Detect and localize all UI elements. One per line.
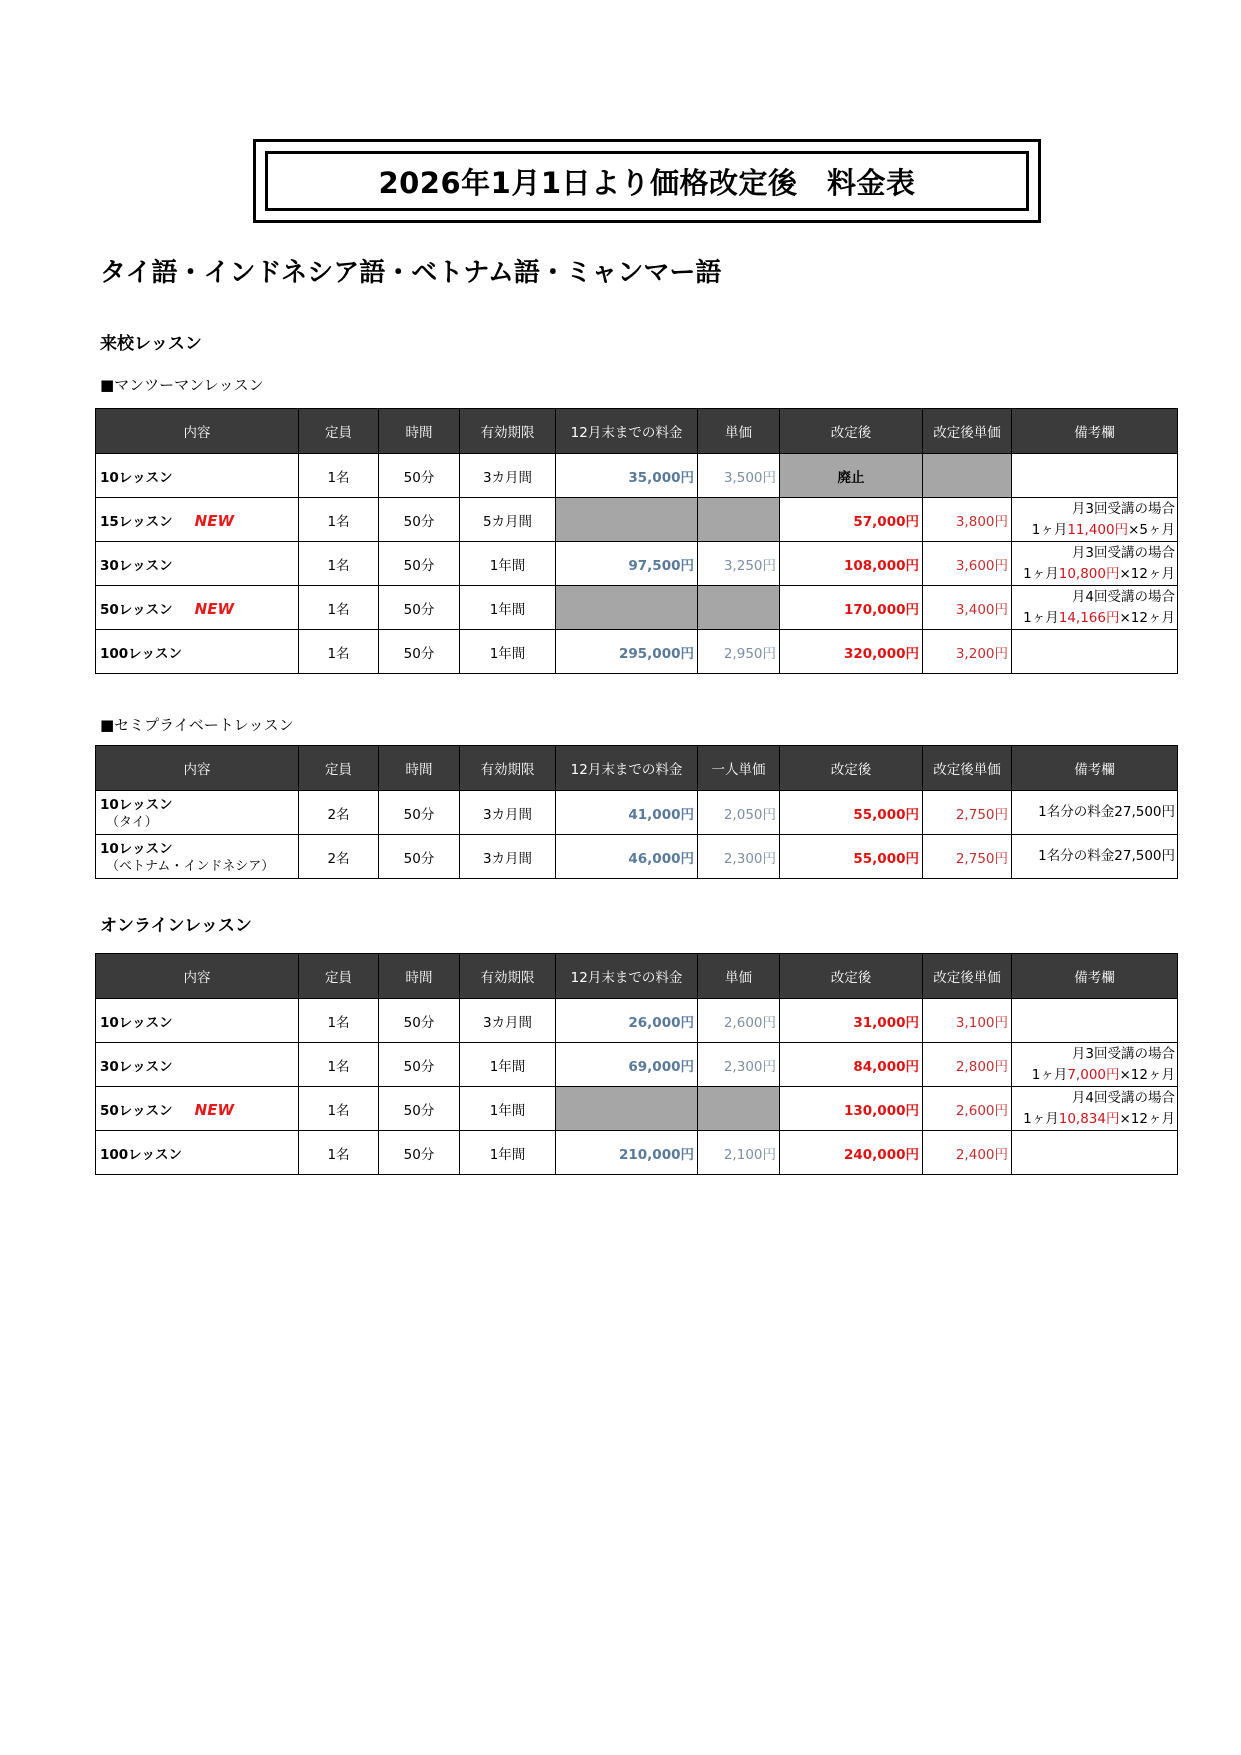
note-monthly-amount: 7,000円 xyxy=(1067,1066,1120,1083)
header-time: 時間 xyxy=(379,409,460,454)
capacity-cell: 1名 xyxy=(299,1087,379,1131)
old-unit-cell: 2,600円 xyxy=(698,999,780,1043)
subsection-heading-one-on-one: ■マンツーマンレッスン xyxy=(100,376,264,394)
note-suffix: ×12ヶ月 xyxy=(1119,565,1175,582)
new-unit-cell: 3,200円 xyxy=(923,630,1012,674)
table-row xyxy=(96,1131,1178,1175)
section-heading-in-school: 来校レッスン xyxy=(100,334,202,354)
header-content: 内容 xyxy=(96,746,299,791)
new-price-cell: 55,000円 xyxy=(780,835,923,879)
validity-cell: 5カ月間 xyxy=(460,498,556,542)
new-unit-cell: 2,800円 xyxy=(923,1043,1012,1087)
lesson-name: 15レッスン xyxy=(100,513,173,530)
table-header-row xyxy=(96,954,1178,999)
note-cell: 1名分の料金27,500円 xyxy=(1012,791,1178,835)
time-cell: 50分 xyxy=(379,999,460,1043)
old-price-cell: 26,000円 xyxy=(556,999,698,1043)
table-header-row xyxy=(96,746,1178,791)
title-box xyxy=(253,139,1041,223)
note-line2 xyxy=(1015,564,1175,585)
lesson-name-cell xyxy=(96,1131,299,1175)
table-row xyxy=(96,454,1178,498)
header-capacity: 定員 xyxy=(299,746,379,791)
new-unit-cell: 2,600円 xyxy=(923,1087,1012,1131)
header-time: 時間 xyxy=(379,954,460,999)
old-price-cell: 35,000円 xyxy=(556,454,698,498)
empty-shaded-cell xyxy=(698,498,780,542)
validity-cell: 3カ月間 xyxy=(460,999,556,1043)
lesson-name: 50レッスン xyxy=(100,601,173,618)
header-old-price: 12月末までの料金 xyxy=(556,746,698,791)
lesson-name-cell xyxy=(96,586,299,630)
old-unit-cell: 3,500円 xyxy=(698,454,780,498)
lesson-name-cell xyxy=(96,498,299,542)
old-price-cell: 46,000円 xyxy=(556,835,698,879)
time-cell: 50分 xyxy=(379,454,460,498)
lesson-name-cell xyxy=(96,1087,299,1131)
header-notes: 備考欄 xyxy=(1012,746,1178,791)
header-per-person-unit: 一人単価 xyxy=(698,746,780,791)
new-price-cell: 320,000円 xyxy=(780,630,923,674)
old-price-cell: 210,000円 xyxy=(556,1131,698,1175)
new-price-cell: 170,000円 xyxy=(780,586,923,630)
header-new-price: 改定後 xyxy=(780,409,923,454)
header-new-unit: 改定後単価 xyxy=(923,409,1012,454)
note-monthly-amount: 10,834円 xyxy=(1058,1110,1120,1127)
new-unit-cell: 2,750円 xyxy=(923,791,1012,835)
new-badge: NEW xyxy=(194,599,235,618)
header-capacity: 定員 xyxy=(299,954,379,999)
note-line2 xyxy=(1015,520,1175,541)
note-line1: 月3回受講の場合 xyxy=(1071,1045,1175,1062)
note-suffix: ×12ヶ月 xyxy=(1119,1110,1175,1127)
new-price-cell: 108,000円 xyxy=(780,542,923,586)
lesson-name: 10レッスン xyxy=(100,469,173,486)
lesson-name: 10レッスン xyxy=(100,840,173,857)
old-unit-cell: 2,300円 xyxy=(698,835,780,879)
new-unit-cell: 2,400円 xyxy=(923,1131,1012,1175)
capacity-cell: 1名 xyxy=(299,586,379,630)
subsection-heading-semi-private: ■セミプライベートレッスン xyxy=(100,716,294,734)
language-heading: タイ語・インドネシア語・ベトナム語・ミャンマー語 xyxy=(100,258,722,288)
note-monthly-amount: 14,166円 xyxy=(1058,609,1120,626)
header-content: 内容 xyxy=(96,409,299,454)
note-line2 xyxy=(1015,1109,1175,1130)
one-on-one-price-table xyxy=(95,408,1178,674)
old-unit-cell: 2,950円 xyxy=(698,630,780,674)
note-cell xyxy=(1012,630,1178,674)
table-row xyxy=(96,542,1178,586)
note-cell xyxy=(1012,1131,1178,1175)
new-price-cell: 55,000円 xyxy=(780,791,923,835)
note-line1: 月4回受講の場合 xyxy=(1071,1089,1175,1106)
capacity-cell: 1名 xyxy=(299,454,379,498)
empty-shaded-cell xyxy=(698,1087,780,1131)
title-inner-frame xyxy=(265,151,1029,211)
lesson-name: 50レッスン xyxy=(100,1102,173,1119)
header-new-unit: 改定後単価 xyxy=(923,954,1012,999)
lesson-name: 10レッスン xyxy=(100,796,173,813)
lesson-name-cell xyxy=(96,1043,299,1087)
new-unit-cell: 3,400円 xyxy=(923,586,1012,630)
note-prefix: 1ヶ月 xyxy=(1031,1066,1068,1083)
time-cell: 50分 xyxy=(379,1087,460,1131)
note-monthly-amount: 10,800円 xyxy=(1058,565,1120,582)
empty-shaded-cell xyxy=(556,586,698,630)
note-suffix: ×5ヶ月 xyxy=(1128,521,1175,538)
header-old-unit: 単価 xyxy=(698,954,780,999)
note-line1: 月4回受講の場合 xyxy=(1071,588,1175,605)
lesson-language: （タイ） xyxy=(106,814,158,830)
new-unit-cell: 2,750円 xyxy=(923,835,1012,879)
time-cell: 50分 xyxy=(379,498,460,542)
note-line2 xyxy=(1015,1065,1175,1086)
note-prefix: 1ヶ月 xyxy=(1023,609,1059,626)
note-prefix: 1ヶ月 xyxy=(1023,1110,1059,1127)
header-new-unit: 改定後単価 xyxy=(923,746,1012,791)
table-row xyxy=(96,1043,1178,1087)
note-prefix: 1ヶ月 xyxy=(1023,565,1059,582)
validity-cell: 1年間 xyxy=(460,1087,556,1131)
lesson-name: 100レッスン xyxy=(100,645,183,662)
header-notes: 備考欄 xyxy=(1012,409,1178,454)
lesson-language: （ベトナム・インドネシア） xyxy=(106,858,275,874)
capacity-cell: 1名 xyxy=(299,999,379,1043)
header-validity: 有効期限 xyxy=(460,409,556,454)
old-price-cell: 295,000円 xyxy=(556,630,698,674)
old-price-cell: 97,500円 xyxy=(556,542,698,586)
note-cell xyxy=(1012,542,1178,586)
header-notes: 備考欄 xyxy=(1012,954,1178,999)
table-row xyxy=(96,1087,1178,1131)
old-price-cell: 41,000円 xyxy=(556,791,698,835)
validity-cell: 1年間 xyxy=(460,1131,556,1175)
note-prefix: 1ヶ月 xyxy=(1031,521,1068,538)
note-cell xyxy=(1012,1087,1178,1131)
validity-cell: 3カ月間 xyxy=(460,835,556,879)
capacity-cell: 2名 xyxy=(299,835,379,879)
lesson-name-cell xyxy=(96,791,299,835)
table-row xyxy=(96,999,1178,1043)
time-cell: 50分 xyxy=(379,835,460,879)
new-price-cell: 240,000円 xyxy=(780,1131,923,1175)
semi-private-price-table xyxy=(95,745,1178,879)
empty-shaded-cell xyxy=(556,1087,698,1131)
abolished-cell: 廃止 xyxy=(780,454,923,498)
capacity-cell: 1名 xyxy=(299,498,379,542)
note-cell xyxy=(1012,1043,1178,1087)
header-validity: 有効期限 xyxy=(460,954,556,999)
old-unit-cell: 2,050円 xyxy=(698,791,780,835)
lesson-name-cell xyxy=(96,630,299,674)
note-cell xyxy=(1012,498,1178,542)
new-badge: NEW xyxy=(194,511,235,530)
header-old-unit: 単価 xyxy=(698,409,780,454)
table-row xyxy=(96,835,1178,879)
new-price-cell: 57,000円 xyxy=(780,498,923,542)
online-price-table xyxy=(95,953,1178,1175)
note-line1: 月3回受講の場合 xyxy=(1071,500,1175,517)
capacity-cell: 1名 xyxy=(299,542,379,586)
time-cell: 50分 xyxy=(379,542,460,586)
time-cell: 50分 xyxy=(379,586,460,630)
header-validity: 有効期限 xyxy=(460,746,556,791)
header-time: 時間 xyxy=(379,746,460,791)
validity-cell: 1年間 xyxy=(460,630,556,674)
time-cell: 50分 xyxy=(379,630,460,674)
table-header-row xyxy=(96,409,1178,454)
empty-shaded-cell xyxy=(923,454,1012,498)
table-row xyxy=(96,498,1178,542)
new-price-cell: 31,000円 xyxy=(780,999,923,1043)
note-cell xyxy=(1012,586,1178,630)
note-suffix: ×12ヶ月 xyxy=(1119,609,1175,626)
section-heading-online: オンラインレッスン xyxy=(100,916,252,936)
header-new-price: 改定後 xyxy=(780,954,923,999)
capacity-cell: 1名 xyxy=(299,630,379,674)
header-old-price: 12月末までの料金 xyxy=(556,409,698,454)
validity-cell: 1年間 xyxy=(460,586,556,630)
capacity-cell: 1名 xyxy=(299,1043,379,1087)
validity-cell: 1年間 xyxy=(460,1043,556,1087)
validity-cell: 3カ月間 xyxy=(460,454,556,498)
new-unit-cell: 3,100円 xyxy=(923,999,1012,1043)
page-title: 2026年1月1日より価格改定後 料金表 xyxy=(378,165,916,200)
lesson-name: 100レッスン xyxy=(100,1146,183,1163)
time-cell: 50分 xyxy=(379,1043,460,1087)
new-price-cell: 84,000円 xyxy=(780,1043,923,1087)
note-line1: 月3回受講の場合 xyxy=(1071,544,1175,561)
header-old-price: 12月末までの料金 xyxy=(556,954,698,999)
note-cell xyxy=(1012,454,1178,498)
header-content: 内容 xyxy=(96,954,299,999)
capacity-cell: 2名 xyxy=(299,791,379,835)
old-price-cell: 69,000円 xyxy=(556,1043,698,1087)
new-price-cell: 130,000円 xyxy=(780,1087,923,1131)
lesson-name: 30レッスン xyxy=(100,557,173,574)
validity-cell: 3カ月間 xyxy=(460,791,556,835)
old-unit-cell: 2,100円 xyxy=(698,1131,780,1175)
validity-cell: 1年間 xyxy=(460,542,556,586)
note-suffix: ×12ヶ月 xyxy=(1119,1066,1175,1083)
new-badge: NEW xyxy=(194,1100,235,1119)
lesson-name-cell xyxy=(96,542,299,586)
time-cell: 50分 xyxy=(379,791,460,835)
lesson-name-cell xyxy=(96,835,299,879)
note-line2 xyxy=(1015,608,1175,629)
lesson-name: 30レッスン xyxy=(100,1058,173,1075)
old-unit-cell: 2,300円 xyxy=(698,1043,780,1087)
header-new-price: 改定後 xyxy=(780,746,923,791)
capacity-cell: 1名 xyxy=(299,1131,379,1175)
table-row xyxy=(96,630,1178,674)
lesson-name: 10レッスン xyxy=(100,1014,173,1031)
new-unit-cell: 3,800円 xyxy=(923,498,1012,542)
note-cell: 1名分の料金27,500円 xyxy=(1012,835,1178,879)
lesson-name-cell xyxy=(96,999,299,1043)
table-row xyxy=(96,586,1178,630)
lesson-name-cell xyxy=(96,454,299,498)
header-capacity: 定員 xyxy=(299,409,379,454)
empty-shaded-cell xyxy=(698,586,780,630)
empty-shaded-cell xyxy=(556,498,698,542)
table-row xyxy=(96,791,1178,835)
note-monthly-amount: 11,400円 xyxy=(1067,521,1129,538)
old-unit-cell: 3,250円 xyxy=(698,542,780,586)
note-cell xyxy=(1012,999,1178,1043)
time-cell: 50分 xyxy=(379,1131,460,1175)
new-unit-cell: 3,600円 xyxy=(923,542,1012,586)
